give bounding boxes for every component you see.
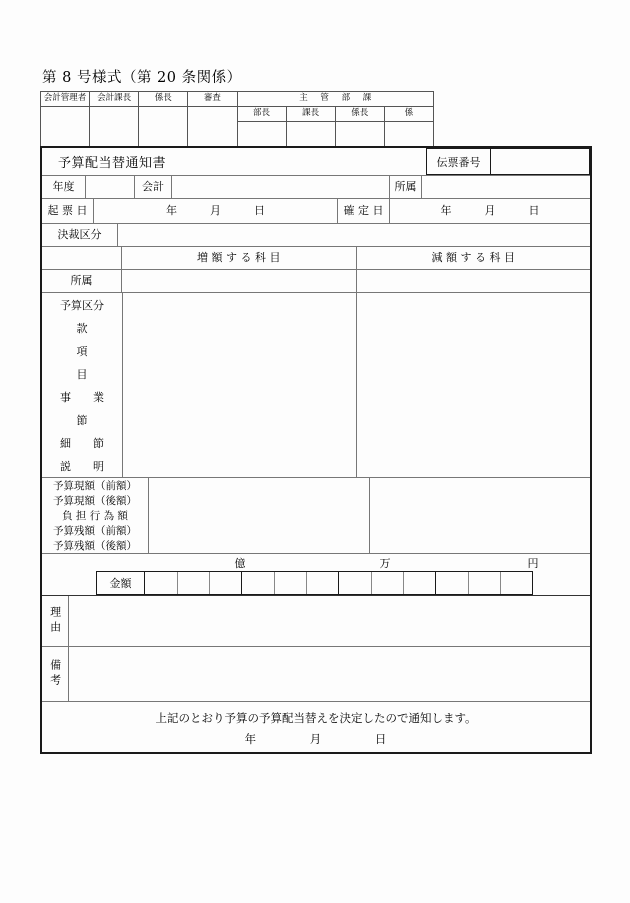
amount-label-balance-before: 予算残額（前額） (53, 525, 137, 537)
digit-group-1 (145, 572, 241, 594)
amount-unit-row (42, 553, 590, 570)
decrease-classification-input[interactable] (357, 293, 590, 477)
amount-digit-grid (96, 571, 533, 595)
increase-classification-input[interactable] (123, 293, 357, 477)
fiscal-year-input[interactable] (86, 176, 135, 198)
slip-number-input[interactable] (491, 149, 589, 174)
remarks-label-wrap (42, 647, 69, 701)
unit-mark-man: 万 (379, 557, 391, 570)
budget-label-classification: 予算区分 (60, 298, 104, 312)
stamp-col-review: 審査 (188, 92, 237, 107)
stamp-subcol-division-chief: 課長 (286, 107, 335, 122)
closing-date-day: 日 (374, 732, 388, 746)
digit-cell[interactable] (306, 572, 338, 594)
closing-date-month: 月 (309, 732, 323, 746)
remarks-input[interactable] (69, 647, 590, 701)
amount-label-current-after: 予算現額（後額） (53, 495, 137, 507)
increase-affiliation-input[interactable] (122, 270, 357, 292)
digit-cell[interactable] (242, 572, 274, 594)
fiscal-year-label: 年度 (42, 176, 86, 198)
digit-group-2 (241, 572, 338, 594)
stamp-col-accounting-chief: 会計課長 (90, 92, 139, 107)
stamp-header-row (41, 92, 434, 107)
reason-row (42, 596, 590, 646)
amount-label-current-before: 予算現額（前額） (53, 480, 137, 492)
amount-label-row (42, 477, 590, 553)
remarks-row (42, 646, 590, 701)
budget-classification-row (42, 292, 590, 477)
budget-label-kan: 款 (76, 321, 88, 335)
budget-label-setsu: 節 (76, 413, 88, 427)
increase-decrease-header-row (42, 246, 590, 269)
reason-label: 理由 (48, 606, 62, 636)
digit-cell[interactable] (177, 572, 209, 594)
budget-label-jigyo: 事 業 (60, 390, 104, 404)
digit-cell[interactable] (500, 572, 532, 594)
slip-number-box (426, 148, 590, 175)
fixed-date-label: 確 定 日 (338, 199, 390, 223)
unit-mark-en: 円 (527, 557, 539, 570)
digit-cell[interactable] (371, 572, 403, 594)
digit-cell[interactable] (339, 572, 371, 594)
digit-cell[interactable] (145, 572, 177, 594)
increase-amounts-input[interactable] (149, 478, 370, 553)
affiliation-input[interactable] (422, 176, 590, 198)
budget-classification-labels (42, 293, 123, 477)
digit-cell[interactable] (209, 572, 241, 594)
column-affiliation-row (42, 269, 590, 292)
remarks-label: 備考 (48, 659, 62, 689)
amount-grid-row (42, 570, 590, 596)
amount-label-balance-after: 予算残額（後額） (53, 540, 137, 552)
form-number-title: 第 8 号様式（第 20 条関係） (42, 70, 242, 86)
decrease-column-header: 減 額 す る 科 目 (431, 251, 515, 265)
stamp-group-header (237, 92, 434, 107)
digit-cell[interactable] (403, 572, 435, 594)
unit-mark-oku: 億 (234, 557, 246, 570)
stamp-subcol-staff: 係 (384, 107, 433, 122)
column-affiliation-label: 所属 (42, 270, 122, 292)
main-form (40, 146, 592, 754)
date-row (42, 198, 590, 223)
digit-cell[interactable] (468, 572, 500, 594)
draft-date-input[interactable]: 年 月 日 (94, 199, 338, 223)
account-label: 会計 (135, 176, 172, 198)
approval-class-input[interactable] (118, 224, 590, 246)
draft-date-label: 起 票 日 (42, 199, 94, 223)
amount-grid-label: 金額 (97, 572, 145, 594)
amount-label-obligation: 負 担 行 為 額 (62, 510, 128, 522)
budget-label-saisetsu: 細 節 (60, 436, 104, 450)
stamp-group-header-label: 主 管 部 課 (299, 93, 377, 104)
header-spacer (42, 247, 122, 269)
amount-labels-column (42, 478, 149, 553)
decrease-affiliation-input[interactable] (357, 270, 591, 292)
stamp-col-accounting-manager: 会計管理者 (41, 92, 90, 107)
stamp-subheader-row (41, 107, 434, 122)
stamp-subcol-section-chief: 係長 (335, 107, 384, 122)
account-input[interactable] (172, 176, 390, 198)
closing-statement: 上記のとおり予算の予算配当替えを決定したので通知します。 (155, 711, 477, 725)
digit-group-3 (338, 572, 435, 594)
digit-group-4 (435, 572, 532, 594)
budget-label-setsumei: 説 明 (60, 459, 104, 473)
closing-section (42, 701, 590, 752)
approval-class-label: 決裁区分 (42, 224, 118, 246)
budget-label-ko: 項 (76, 344, 88, 358)
decrease-amounts-input[interactable] (370, 478, 590, 553)
fixed-date-input[interactable]: 年 月 日 (440, 204, 540, 218)
fiscal-account-row (42, 175, 590, 198)
affiliation-label: 所属 (390, 176, 422, 198)
reason-label-wrap (42, 596, 69, 646)
closing-date-year: 年 (244, 732, 258, 746)
form-title-bar (42, 148, 590, 175)
slip-number-label: 伝票番号 (427, 149, 491, 174)
reason-input[interactable] (69, 596, 590, 646)
digit-cell[interactable] (436, 572, 468, 594)
closing-date-line (42, 731, 590, 747)
budget-label-moku: 目 (76, 367, 88, 381)
increase-column-header: 増 額 す る 科 目 (122, 247, 357, 269)
stamp-subcol-department-chief: 部長 (237, 107, 286, 122)
stamp-col-section-chief: 係長 (139, 92, 188, 107)
digit-cell[interactable] (274, 572, 306, 594)
document-title: 予算配当替通知書 (58, 156, 167, 171)
approval-class-row (42, 223, 590, 246)
